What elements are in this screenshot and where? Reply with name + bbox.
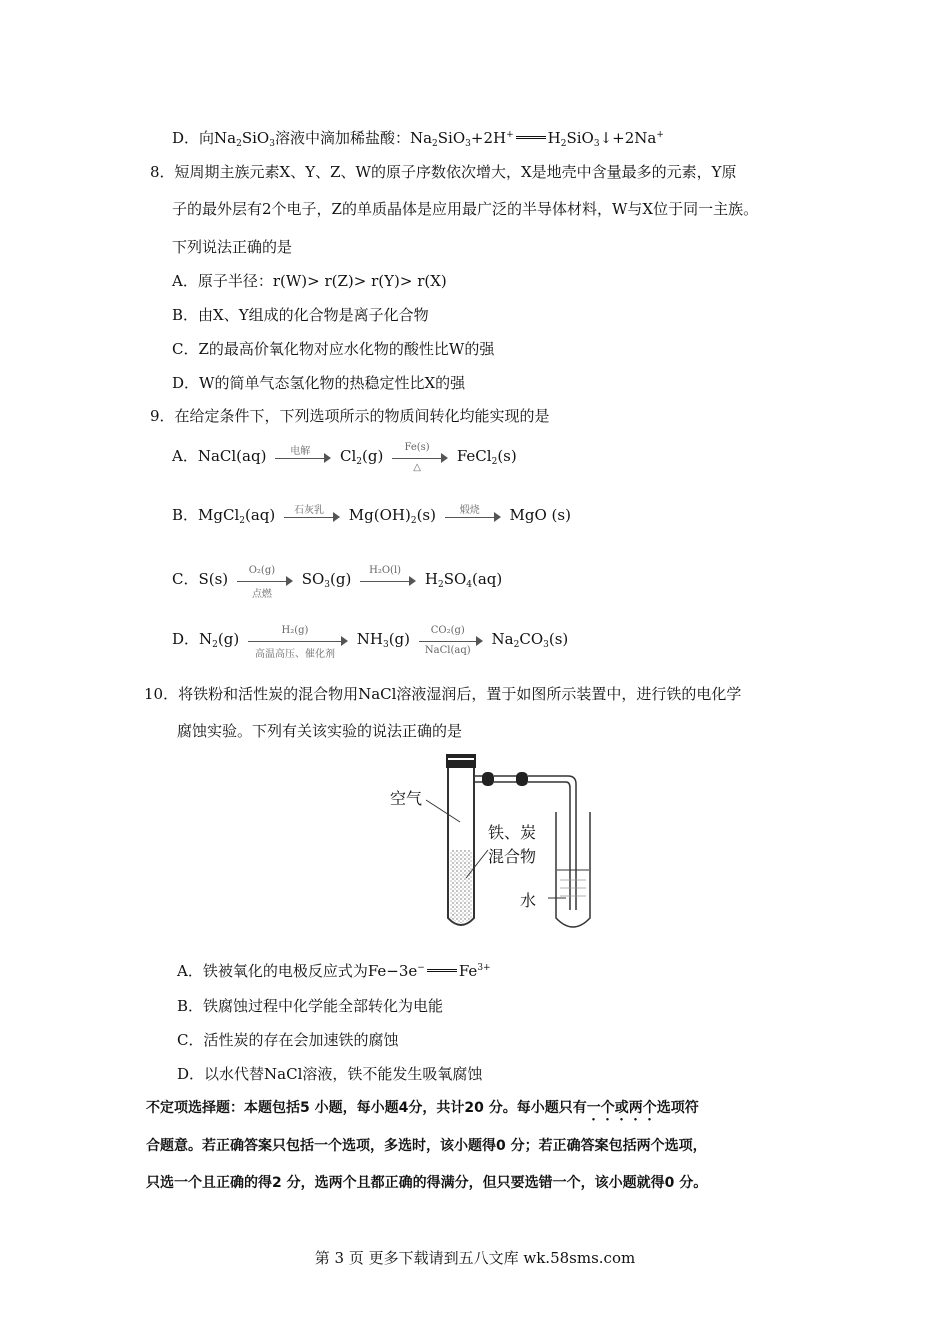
corrosion-apparatus-figure xyxy=(380,750,600,940)
label-air: 空气 xyxy=(390,789,423,808)
section-instructions-line-3: 只选一个且正确的得2 分，选两个且都正确的得满分，但只要选错一个，该小题就得0 分。 xyxy=(146,1175,708,1191)
rubber-joint xyxy=(482,772,494,786)
q8-option-a: A．原子半径：r(W)> r(Z)> r(Y)> r(X) xyxy=(172,272,447,290)
rubber-joint xyxy=(516,772,528,786)
arrow-condition: Fe(s) xyxy=(404,442,430,453)
q8-option-c: C．Z的最高价氧化物对应水化物的酸性比W的强 xyxy=(172,340,495,358)
q9-d-label: D．N xyxy=(172,630,213,648)
stopper xyxy=(446,754,476,768)
q10-stem-line-2: 腐蚀实验。下列有关该实验的说法正确的是 xyxy=(177,722,463,740)
page-footer: 第 3 页 更多下载请到五八文库 wk.58sms.com xyxy=(314,1249,636,1267)
arrow-condition: 电解 xyxy=(290,446,311,457)
q8-stem-line-1: 8．短周期主族元素X、Y、Z、W的原子序数依次增大，X是地壳中含量最多的元素，Y原 xyxy=(150,163,737,181)
reaction-arrow xyxy=(392,442,448,473)
iron-carbon-mixture xyxy=(450,850,472,923)
q10-option-b: B．铁腐蚀过程中化学能全部转化为电能 xyxy=(177,997,444,1015)
q9-b-end: MgO (s) xyxy=(509,506,571,524)
q8-option-b: B．由X、Y组成的化合物是离子化合物 xyxy=(172,306,429,324)
reaction-arrow xyxy=(237,565,293,600)
reaction-arrow xyxy=(445,505,501,523)
q10-option-c: C．活性炭的存在会加速铁的腐蚀 xyxy=(177,1031,399,1049)
q8-stem-line-2: 子的最外层有2个电子，Z的单质晶体是应用最广泛的半导体材料，W与X位于同一主族。 xyxy=(172,200,759,218)
q7-d-prefix: D．向Na xyxy=(172,129,237,147)
q10-a-prefix: A．铁被氧化的电极反应式为Fe−3e xyxy=(177,962,418,980)
reaction-arrow xyxy=(275,446,331,464)
q10-option-d: D．以水代替NaCl溶液，铁不能发生吸氧腐蚀 xyxy=(177,1065,483,1083)
arrow-condition: CO₂(g) xyxy=(430,625,465,636)
q9-option-d: D．$N_2(g)$ H₂(g) 高温高压、催化剂 $NH_3(g)$ CO₂(g) NaCl(aq) $Na_2CO_3(s)$ xyxy=(172,625,569,660)
label-water: 水 xyxy=(520,891,537,910)
label-mixture-line-2: 混合物 xyxy=(488,847,537,866)
arrow-condition: NaCl(aq) xyxy=(424,645,471,656)
arrow-condition: 石灰乳 xyxy=(294,505,325,516)
arrow-condition: 高温高压、催化剂 xyxy=(254,649,335,660)
q7-d-mid: 溶液中滴加稀盐酸：Na xyxy=(274,129,433,147)
instructions-text: 不定项选择题：本题包括5 小题，每小题4分，共计20 分。每小题只有 xyxy=(146,1100,587,1116)
q10-option-a: A．铁被氧化的电极反应式为Fe−3e− $Fe^{3+}$ xyxy=(177,962,491,980)
q9-option-a: A．NaCl(aq) 电解 $Cl_2(g)$ Fe(s) △ FeCl$_2$(s) xyxy=(172,442,517,473)
instructions-text: 选项符 xyxy=(656,1100,699,1116)
reaction-arrow xyxy=(284,505,340,523)
q9-option-c: C．S(s) O₂(g) 点燃 $SO_3(g)$ H₂O(l) $H_2SO_4(aq)$ xyxy=(172,565,503,600)
q9-b-label: B．MgCl xyxy=(172,506,240,524)
q9-stem: 9．在给定条件下，下列选项所示的物质间转化均能实现的是 xyxy=(150,407,550,425)
arrow-condition: △ xyxy=(413,462,421,473)
arrow-condition: 点燃 xyxy=(251,589,272,600)
arrow-condition: O₂(g) xyxy=(248,565,276,576)
q9-option-b: B．MgCl$_2$(aq) 石灰乳 $Mg(OH)_2(s)$ 煅烧 MgO (s) xyxy=(172,504,571,526)
q10-stem-line-1: 10．将铁粉和活性炭的混合物用NaCl溶液湿润后，置于如图所示装置中，进行铁的电化学 xyxy=(144,685,742,703)
reaction-arrow xyxy=(360,565,416,587)
q9-a-label: A．NaCl(aq) xyxy=(172,447,267,465)
reaction-arrow xyxy=(248,625,348,660)
q7-option-d: D．向$Na_2SiO_3$溶液中滴加稀盐酸：$Na_2SiO_3+2H^+$ $H_2SiO_3↓+2Na^+$ xyxy=(172,129,664,149)
q8-option-d: D．W的简单气态氢化物的热稳定性比X的强 xyxy=(172,374,466,392)
arrow-condition: H₂O(l) xyxy=(369,565,402,576)
reaction-arrow xyxy=(419,625,483,656)
label-mixture-line-1: 铁、炭 xyxy=(488,823,537,842)
instructions-emphasis: 一个或两个 xyxy=(586,1100,657,1116)
arrow-condition: H₂(g) xyxy=(281,625,309,636)
q9-c-label: C．S(s) xyxy=(172,570,229,588)
section-instructions-line-2: 合题意。若正确答案只包括一个选项，多选时，该小题得0 分；若正确答案包括两个选项， xyxy=(146,1138,707,1154)
q8-stem-line-3: 下列说法正确的是 xyxy=(172,238,293,256)
arrow-condition: 煅烧 xyxy=(459,505,480,516)
section-instructions-line-1 xyxy=(146,1097,699,1124)
